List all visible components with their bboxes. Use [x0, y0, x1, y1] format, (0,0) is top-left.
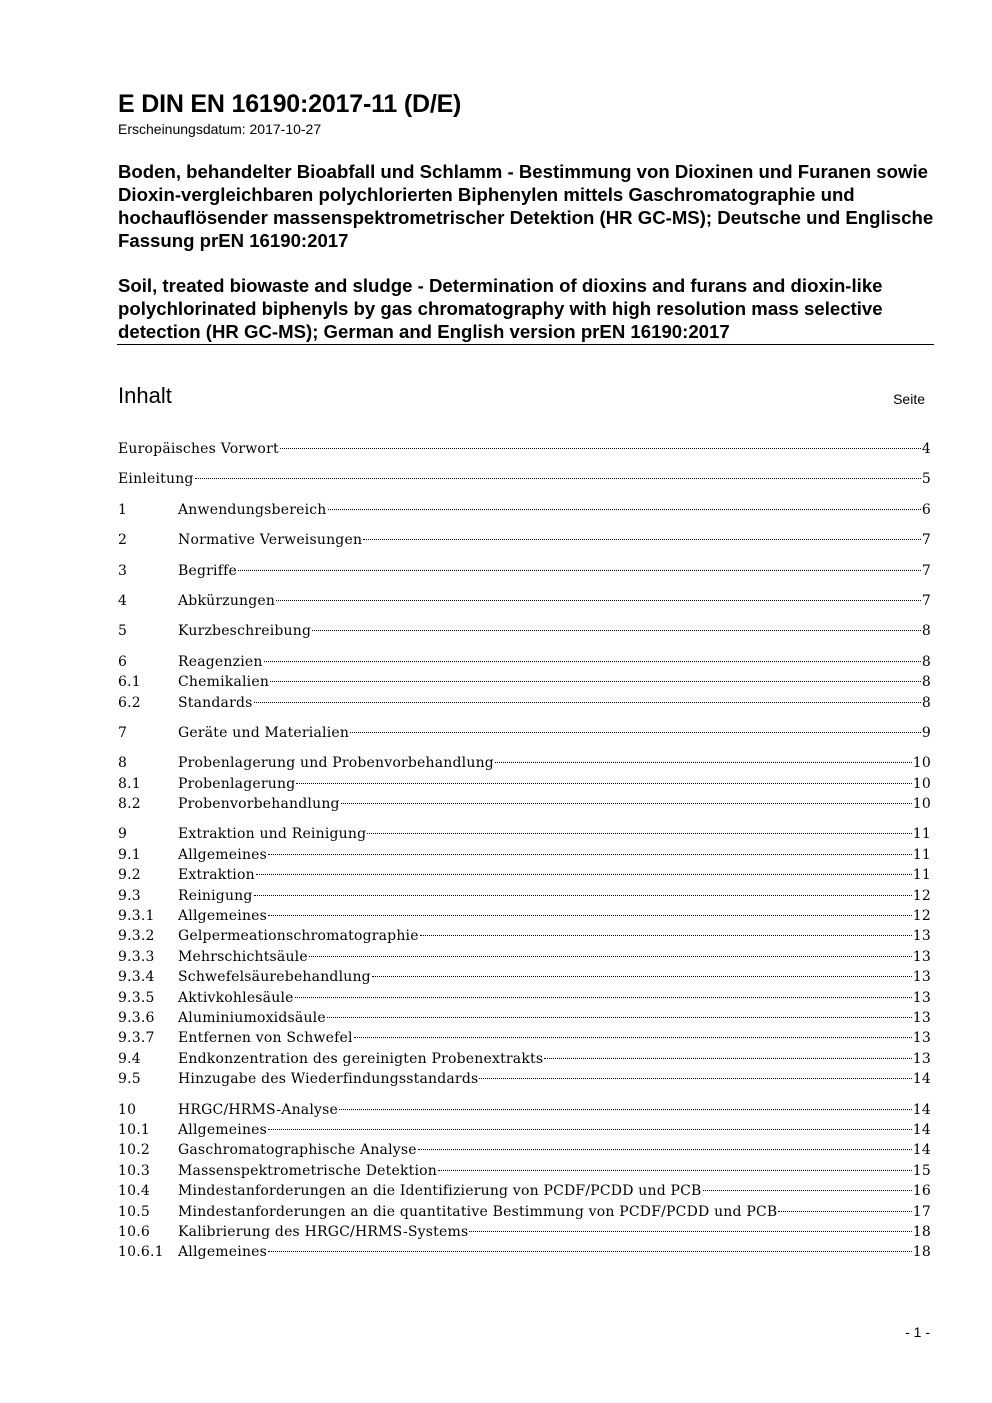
toc-entry-page: 14 — [912, 1101, 931, 1118]
toc-entry[interactable] — [118, 928, 931, 948]
toc-entry[interactable] — [118, 674, 931, 694]
toc-entry[interactable] — [118, 471, 931, 491]
toc-entry-title: Standards — [178, 694, 253, 711]
toc-entry-page: 18 — [912, 1223, 931, 1240]
toc-entry-leader — [296, 783, 911, 784]
toc-entry-leader — [703, 1190, 912, 1191]
toc-entry-page: 12 — [912, 887, 931, 904]
toc-entry-page: 8 — [921, 623, 931, 640]
toc-entry-page: 4 — [921, 441, 931, 457]
toc-entry-number: 10.5 — [118, 1203, 150, 1220]
toc-entry-title: Probenlagerung und Probenvorbehandlung — [178, 755, 494, 772]
toc-entry[interactable] — [118, 1102, 931, 1122]
toc-entry[interactable] — [118, 990, 931, 1010]
toc-entry-number: 9.3 — [118, 887, 141, 904]
toc-entry[interactable] — [118, 867, 931, 887]
toc-entry-title: Einleitung — [118, 471, 194, 488]
toc-entry[interactable] — [118, 969, 931, 989]
toc-entry-leader — [328, 509, 921, 510]
toc-entry[interactable] — [118, 563, 931, 583]
toc-entry-title: Schwefelsäurebehandlung — [178, 969, 371, 986]
toc-entry-title: Begriffe — [178, 562, 237, 579]
toc-entry-title: Aktivkohlesäule — [178, 989, 294, 1006]
toc-entry-page: 7 — [921, 562, 931, 579]
toc-entry-title: Allgemeines — [178, 846, 268, 863]
toc-entry-number: 9.3.4 — [118, 969, 155, 986]
toc-entry-number: 6.2 — [118, 694, 141, 711]
toc-entry-page: 15 — [912, 1162, 931, 1179]
toc-entry-page: 13 — [912, 948, 931, 965]
toc-entry-title: Kurzbeschreibung — [178, 623, 312, 640]
toc-entry[interactable] — [118, 1183, 931, 1203]
toc-entry-leader — [778, 1211, 911, 1212]
toc-entry-page: 11 — [912, 846, 931, 863]
toc-entry[interactable] — [118, 654, 931, 674]
toc-entry-number: 8.2 — [118, 796, 141, 813]
toc-entry-leader — [420, 935, 912, 936]
toc-entry-title: HRGC/HRMS-Analyse — [178, 1101, 339, 1118]
toc-entry[interactable] — [118, 1204, 931, 1224]
toc-entry-page: 9 — [921, 724, 931, 741]
toc-entry-title: Allgemeines — [178, 1244, 268, 1261]
toc-entry-number: 10.6 — [118, 1223, 150, 1240]
toc-entry-page: 7 — [921, 592, 931, 609]
toc-entry-title: Gelpermeationschromatographie — [178, 928, 419, 945]
toc-entry-title: Mindestanforderungen an die quantitative Bestimmung von PCDF/PCDD und PCB — [178, 1203, 778, 1220]
toc-entry-number: 10.3 — [118, 1162, 150, 1179]
toc-entry[interactable] — [118, 1122, 931, 1142]
toc-entry[interactable] — [118, 1030, 931, 1050]
toc-entry[interactable] — [118, 826, 931, 846]
toc-entry-title: Extraktion und Reinigung — [178, 826, 367, 843]
toc-entry-page: 8 — [921, 674, 931, 691]
toc-entry-title: Mindestanforderungen an die Identifizierung von PCDF/PCDD und PCB — [178, 1183, 702, 1200]
toc-entry[interactable] — [118, 1051, 931, 1071]
toc-entry-page: 13 — [912, 1050, 931, 1067]
toc-entry-title: Allgemeines — [178, 908, 268, 925]
toc-entry-leader — [256, 874, 912, 875]
toc-entry-page: 17 — [912, 1203, 931, 1220]
toc-entry-page: 5 — [921, 471, 931, 488]
toc-entry[interactable] — [118, 755, 931, 775]
toc-entry-title: Entfernen von Schwefel — [178, 1030, 353, 1047]
toc-entry-title: Abkürzungen — [178, 592, 276, 609]
toc-entry-page: 8 — [921, 653, 931, 670]
toc-entry-number: 5 — [118, 623, 128, 640]
toc-entry-leader — [418, 1149, 912, 1150]
toc-entry-leader — [238, 570, 921, 571]
toc-entry-title: Geräte und Materialien — [178, 724, 350, 741]
title-english: Soil, treated biowaste and sludge - Determination of dioxins and furans and dioxin-like polychlorinated biphenyls by gas chromatography with high resolution mass selective detection (HR GC-MS); German and English version prEN 16190:2017 — [118, 275, 883, 342]
toc-entry-leader — [354, 1037, 912, 1038]
toc-entry-leader — [367, 833, 912, 834]
table-of-contents — [118, 441, 931, 1265]
toc-entry-number: 6 — [118, 653, 128, 670]
toc-entry-page: 10 — [912, 755, 931, 772]
toc-entry-title: Massenspektrometrische Detektion — [178, 1162, 438, 1179]
toc-entry-number: 8 — [118, 755, 128, 772]
toc-entry-leader — [268, 1129, 912, 1130]
toc-entry-leader — [268, 1251, 912, 1252]
toc-entry-number: 8.1 — [118, 775, 141, 792]
toc-entry[interactable] — [118, 1244, 931, 1264]
toc-entry-number: 7 — [118, 724, 128, 741]
toc-entry-leader — [254, 895, 912, 896]
toc-entry-title: Kalibrierung des HRGC/HRMS-Systems — [178, 1223, 469, 1240]
publication-date: Erscheinungsdatum: 2017-10-27 — [118, 121, 322, 137]
toc-entry-number: 10.6.1 — [118, 1244, 164, 1261]
toc-entry-page: 8 — [921, 694, 931, 711]
toc-entry-number: 9.5 — [118, 1071, 141, 1088]
toc-entry-number: 9 — [118, 826, 128, 843]
toc-entry-number: 9.3.6 — [118, 1009, 155, 1026]
toc-entry-leader — [309, 956, 912, 957]
toc-entry-leader — [264, 661, 921, 662]
toc-entry-title: Hinzugabe des Wiederfindungsstandards — [178, 1071, 479, 1088]
toc-entry-number: 9.3.1 — [118, 908, 155, 925]
toc-entry[interactable] — [118, 695, 931, 715]
toc-entry-number: 6.1 — [118, 674, 141, 691]
toc-entry-leader — [350, 732, 921, 733]
page-number: - 1 - — [905, 1324, 930, 1340]
toc-entry-number: 2 — [118, 532, 128, 549]
toc-entry-number: 9.3.3 — [118, 948, 155, 965]
toc-entry[interactable] — [118, 623, 931, 643]
toc-entry[interactable] — [118, 949, 931, 969]
toc-entry-leader — [544, 1058, 912, 1059]
toc-entry-number: 9.4 — [118, 1050, 141, 1067]
toc-entry[interactable] — [118, 1010, 931, 1030]
toc-entry[interactable] — [118, 1163, 931, 1183]
toc-entry[interactable] — [118, 502, 931, 522]
toc-entry-leader — [280, 448, 921, 449]
toc-entry-leader — [469, 1231, 911, 1232]
toc-entry-page: 13 — [912, 928, 931, 945]
toc-entry-page: 16 — [912, 1183, 931, 1200]
toc-entry-number: 10.2 — [118, 1142, 150, 1159]
toc-entry-page: 13 — [912, 989, 931, 1006]
document-id: E DIN EN 16190:2017-11 (D/E) — [118, 90, 462, 118]
title-divider — [117, 344, 934, 345]
toc-entry-title: Endkonzentration des gereinigten Probenextrakts — [178, 1050, 544, 1067]
toc-entry-leader — [341, 803, 912, 804]
toc-entry-page: 12 — [912, 908, 931, 925]
toc-entry-leader — [495, 762, 912, 763]
toc-entry-title: Probenvorbehandlung — [178, 796, 340, 813]
toc-entry[interactable] — [118, 908, 931, 928]
toc-entry-leader — [276, 600, 921, 601]
toc-entry-page: 13 — [912, 969, 931, 986]
toc-entry-page: 18 — [912, 1244, 931, 1261]
toc-entry-number: 10 — [118, 1101, 137, 1118]
toc-entry-page: 13 — [912, 1030, 931, 1047]
toc-entry-leader — [438, 1170, 912, 1171]
toc-entry-page: 11 — [912, 826, 931, 843]
toc-entry[interactable] — [118, 796, 931, 816]
toc-entry-leader — [268, 915, 912, 916]
toc-entry-leader — [363, 539, 921, 540]
toc-entry-number: 1 — [118, 501, 128, 518]
toc-entry[interactable] — [118, 847, 931, 867]
toc-entry-number: 9.3.5 — [118, 989, 155, 1006]
toc-page-label: Seite — [893, 391, 925, 407]
toc-entry-title: Reagenzien — [178, 653, 263, 670]
toc-entry-page: 10 — [912, 775, 931, 792]
toc-entry[interactable] — [118, 441, 931, 461]
toc-entry-leader — [327, 1017, 912, 1018]
toc-entry-page: 6 — [921, 501, 931, 518]
toc-entry[interactable] — [118, 1142, 931, 1162]
toc-entry-leader — [195, 478, 921, 479]
toc-entry-title: Extraktion — [178, 867, 255, 884]
toc-entry[interactable] — [118, 725, 931, 745]
toc-entry[interactable] — [118, 593, 931, 613]
toc-entry-number: 10.4 — [118, 1183, 150, 1200]
toc-entry-number: 9.2 — [118, 867, 141, 884]
toc-entry-title: Normative Verweisungen — [178, 532, 363, 549]
toc-entry-page: 14 — [912, 1142, 931, 1159]
toc-entry-number: 3 — [118, 562, 128, 579]
toc-entry-number: 9.3.2 — [118, 928, 155, 945]
toc-entry-page: 13 — [912, 1009, 931, 1026]
toc-entry-number: 4 — [118, 592, 128, 609]
toc-entry-leader — [254, 702, 921, 703]
toc-entry-page: 14 — [912, 1071, 931, 1088]
toc-entry-number: 10.1 — [118, 1121, 150, 1138]
toc-entry-leader — [372, 976, 912, 977]
toc-entry-page: 14 — [912, 1121, 931, 1138]
toc-entry-leader — [268, 854, 912, 855]
toc-entry-leader — [339, 1109, 912, 1110]
toc-entry-title: Probenlagerung — [178, 775, 296, 792]
toc-entry-page: 10 — [912, 796, 931, 813]
toc-heading: Inhalt — [118, 383, 172, 408]
toc-entry-title: Reinigung — [178, 887, 253, 904]
toc-entry[interactable] — [118, 532, 931, 552]
toc-entry-title: Europäisches Vorwort — [118, 441, 279, 457]
toc-entry-page: 11 — [912, 867, 931, 884]
toc-entry-title: Chemikalien — [178, 674, 270, 691]
toc-entry-leader — [270, 681, 921, 682]
toc-entry-title: Aluminiumoxidsäule — [178, 1009, 326, 1026]
toc-entry-title: Allgemeines — [178, 1121, 268, 1138]
toc-entry-title: Gaschromatographische Analyse — [178, 1142, 417, 1159]
toc-entry-title: Mehrschichtsäule — [178, 948, 308, 965]
toc-entry-leader — [295, 997, 912, 998]
toc-entry-leader — [312, 630, 921, 631]
toc-entry-page: 7 — [921, 532, 931, 549]
toc-entry[interactable] — [118, 776, 931, 796]
toc-entry-number: 9.1 — [118, 846, 141, 863]
toc-entry-leader — [479, 1078, 911, 1079]
toc-entry[interactable] — [118, 888, 931, 908]
toc-entry-title: Anwendungsbereich — [178, 501, 327, 518]
toc-entry[interactable] — [118, 1071, 931, 1091]
toc-entry-number: 9.3.7 — [118, 1030, 155, 1047]
toc-entry[interactable] — [118, 1224, 931, 1244]
title-german: Boden, behandelter Bioabfall und Schlamm - Bestimmung von Dioxinen und Furanen sowie Dioxin-vergleichbaren polychlorierten Biphenylen mittels Gaschromatographie und hochauflösender massenspektrometrischer Detektion (HR GC-MS); Deutsche und Englische Fassung prEN 16190:2017 — [118, 161, 934, 251]
